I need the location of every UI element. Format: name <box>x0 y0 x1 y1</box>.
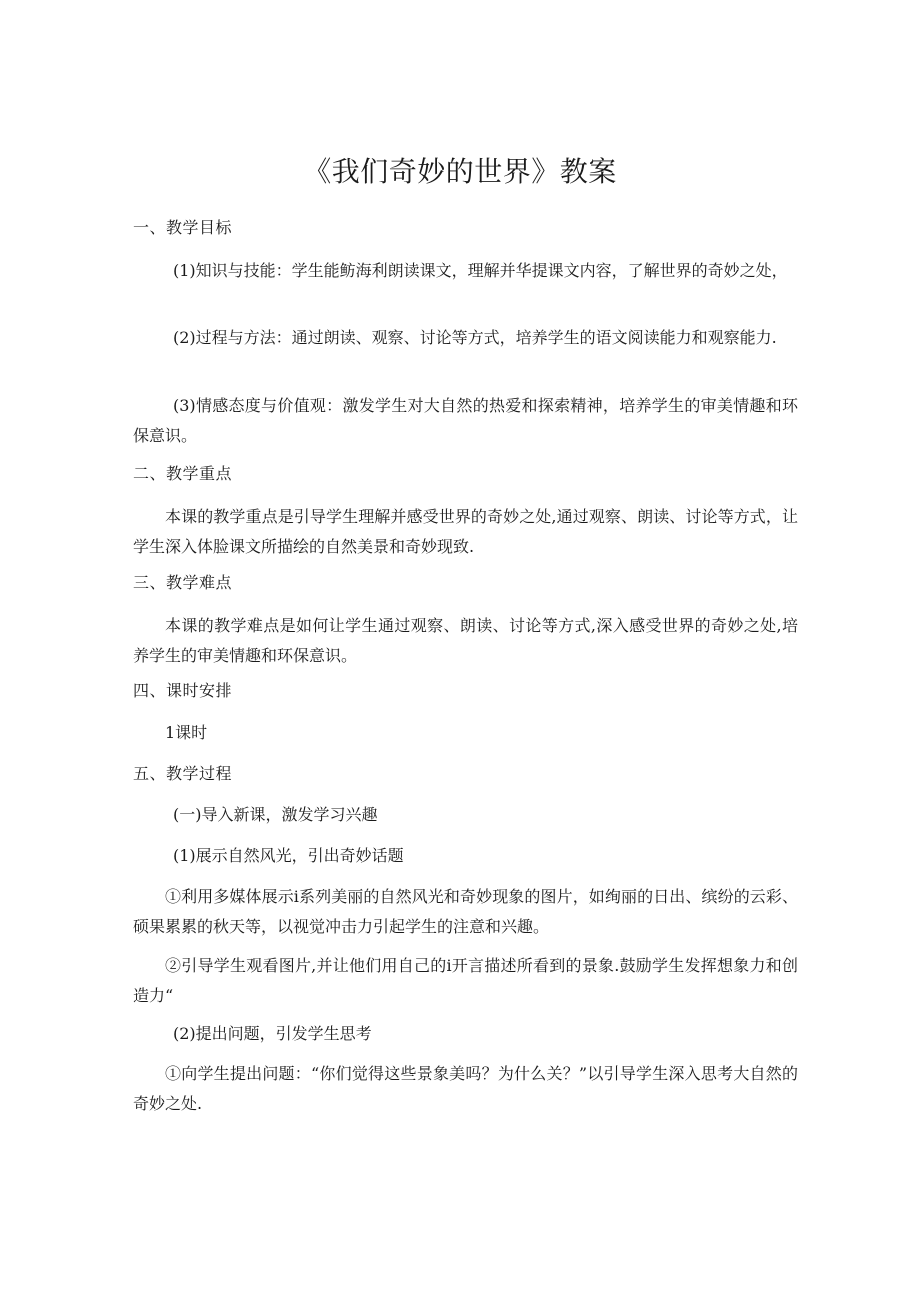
difficulties-paragraph: 本课的教学难点是如何让学生通过观察、朗读、讨论等方式,深入感受世界的奇妙之处,培养学生的审美情趣和环保意识。 <box>133 616 798 665</box>
objective-knowledge: (1)知识与技能：学生能鲂海利朗读课文，理解并华提课文内容，了解世界的奇妙之处， <box>173 261 788 280</box>
document-title: 《我们奇妙的世界》教案 <box>303 155 617 188</box>
process-item-ask-questions: (2)提出问题，引发学生思考 <box>173 1024 372 1043</box>
process-step-intro: (一)导入新课，激发学习兴趣 <box>173 805 378 824</box>
schedule-value: 1课时 <box>165 723 208 742</box>
section-heading-objectives: 一、教学目标 <box>133 218 233 237</box>
process-item-question-detail: ①向学生提出问题：“你们觉得这些景象美吗？为什么关？”以引导学生深入思考大自然的奇妙之处. <box>133 1064 798 1113</box>
process-item-multimedia: ①利用多媒体展示i系列美丽的自然风光和奇妙现象的图片，如绚丽的日出、缤纷的云彩、硕果累累的秋天等，以视觉冲击力引起学生的注意和兴趣。 <box>133 887 798 936</box>
process-item-describe: ②引导学生观看图片,并让他们用自己的i开言描述所看到的景象.鼓励学生发挥想象力和创造力“ <box>133 956 798 1005</box>
section-heading-schedule: 四、课时安排 <box>133 681 233 700</box>
section-heading-key-points: 二、教学重点 <box>133 464 233 483</box>
section-heading-difficulties: 三、教学难点 <box>133 573 233 592</box>
section-heading-process: 五、教学过程 <box>133 764 233 783</box>
objective-emotion: (3)情感态度与价值观：激发学生对大自然的热爱和探索精神，培养学生的审美情趣和环保意识。 <box>133 396 798 445</box>
process-item-show-scenery: (1)展示自然风光，引出奇妙话题 <box>173 846 404 865</box>
objective-process: (2)过程与方法：通过朗读、观察、讨论等方式，培养学生的语文阅读能力和观察能力. <box>173 328 777 347</box>
key-points-paragraph: 本课的教学重点是引导学生理解并感受世界的奇妙之处,通过观察、朗读、讨论等方式，让学生深入体脸课文所描绘的自然美景和奇妙现致. <box>133 507 798 556</box>
